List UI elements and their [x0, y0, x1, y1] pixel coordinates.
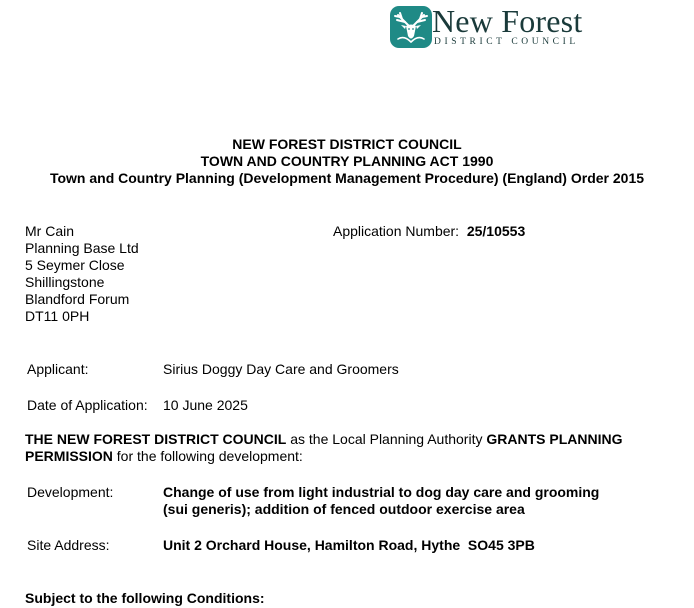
site-address-label: Site Address:	[27, 537, 110, 553]
heading-act: TOWN AND COUNTRY PLANNING ACT 1990	[200, 153, 494, 169]
logo-subtitle: DISTRICT COUNCIL	[434, 37, 579, 47]
recipient-line: Blandford Forum	[25, 291, 130, 307]
grant-authority: as the Local Planning Authority	[286, 431, 487, 447]
recipient-line: 5 Seymer Close	[25, 257, 125, 273]
stag-head-icon	[390, 6, 432, 48]
recipient-address	[25, 223, 139, 325]
recipient-line: Mr Cain	[25, 223, 75, 239]
council-logo	[390, 4, 600, 50]
recipient-line: Shillingstone	[25, 274, 105, 290]
applicant-value: Sirius Doggy Day Care and Groomers	[163, 361, 399, 377]
site-address-value: Unit 2 Orchard House, Hamilton Road, Hythe SO45 3PB	[163, 537, 535, 553]
application-number-value: 25/10553	[466, 223, 526, 239]
application-number	[333, 223, 525, 240]
development-line-1: Change of use from light industrial to dog day care and grooming	[163, 484, 600, 500]
applicant-label: Applicant:	[27, 361, 89, 377]
development-line-2: (sui generis); addition of fenced outdoor exercise area	[163, 501, 525, 517]
recipient-line: Planning Base Ltd	[25, 240, 139, 256]
document-heading	[0, 136, 694, 187]
grant-statement	[25, 431, 675, 465]
development-label: Development:	[27, 484, 114, 500]
heading-order: Town and Country Planning (Development Management Procedure) (England) Order 2015	[49, 170, 645, 186]
application-number-label: Application Number:	[333, 223, 460, 239]
date-of-application-label: Date of Application:	[27, 397, 148, 413]
logo-name: New Forest	[432, 3, 583, 39]
grant-permission: GRANTS PLANNING PERMISSION	[25, 431, 623, 464]
grant-development: for the following development:	[112, 448, 303, 464]
conditions-heading: Subject to the following Conditions:	[25, 590, 265, 606]
recipient-line: DT11 0PH	[25, 308, 90, 324]
date-of-application-value: 10 June 2025	[163, 397, 248, 413]
heading-council: NEW FOREST DISTRICT COUNCIL	[232, 136, 462, 152]
grant-council: THE NEW FOREST DISTRICT COUNCIL	[25, 431, 287, 447]
